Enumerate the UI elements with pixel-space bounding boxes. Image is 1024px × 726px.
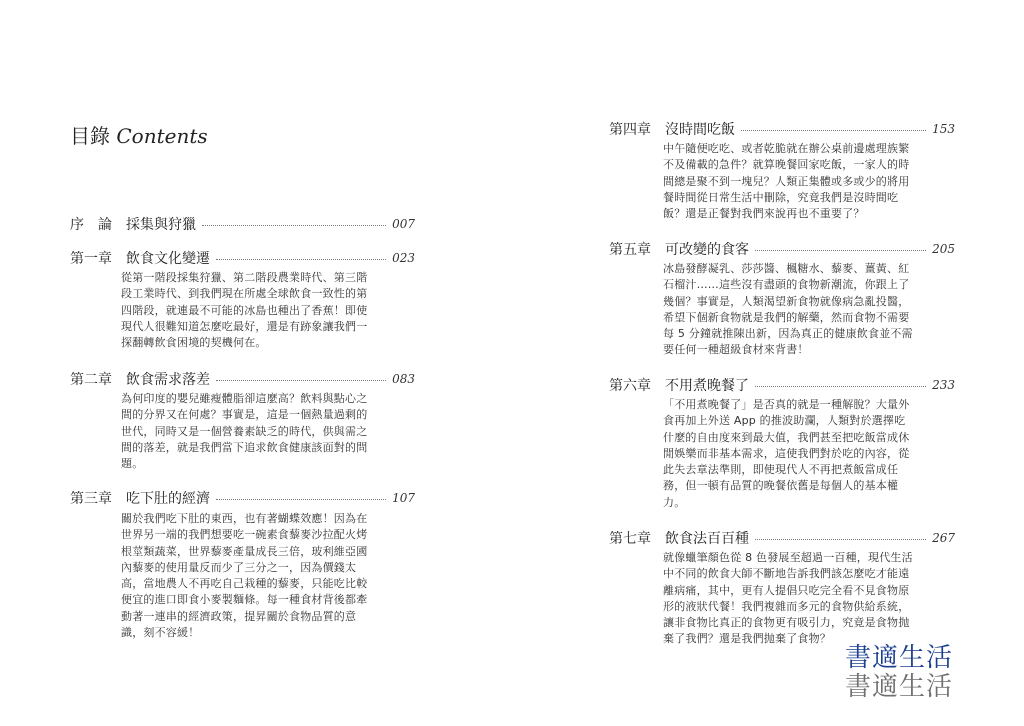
- chapter-title: 飲食法百百種: [665, 531, 749, 547]
- dot-leader: [755, 250, 926, 251]
- chapter-3-summary: [121, 511, 367, 641]
- chapter-number: 第七章: [609, 531, 651, 547]
- toc-heading: [70, 120, 208, 149]
- summary-line: 此失去章法準則，即使現代人不再把煮飯當成任: [663, 463, 899, 477]
- chapter-number: 第一章: [70, 251, 112, 267]
- summary-line: 要任何一種超級食材來背書！: [663, 343, 809, 357]
- summary-line: 閒娛樂而非基本需求，這使我們對於吃的內容，從: [663, 446, 910, 460]
- toc-entry-chapter-5[interactable]: [609, 240, 955, 258]
- page-number: 233: [932, 378, 955, 392]
- summary-line: 中午隨便吃吃、或者乾脆就在辦公桌前邊處理族繁: [663, 142, 910, 155]
- chapter-6-summary: [663, 397, 909, 511]
- page-number: 153: [932, 122, 955, 136]
- chapter-title: 可改變的食客: [665, 242, 749, 258]
- summary-line: 動著一連串的經濟政策，提昇關於食物品質的意: [121, 609, 357, 623]
- summary-line: 食再加上外送 App 的推波助瀾，人類對於選擇吃: [663, 414, 906, 428]
- page-number: 023: [392, 251, 415, 265]
- summary-line: 四階段，就連最不可能的冰島也種出了香蕉！即使: [121, 303, 368, 317]
- toc-entry-chapter-3[interactable]: [70, 489, 415, 507]
- page-number: 107: [392, 491, 415, 505]
- chapter-number: 第二章: [70, 372, 112, 388]
- summary-line: 為何印度的嬰兒雖瘦體脂卻這麼高？飲料與點心之: [121, 392, 368, 405]
- chapter-number: 序 論: [70, 217, 112, 233]
- dot-leader: [216, 380, 386, 381]
- summary-line: 「不用煮晚餐了」是否真的就是一種解脫？大量外: [663, 398, 910, 411]
- summary-line: 希望下個新食物就是我們的解藥，然而食物不需要: [663, 310, 910, 324]
- toc-title-zh: 目錄: [70, 124, 110, 148]
- summary-line: 內藜麥的使用量反而少了三分之一，因為價錢太: [121, 560, 357, 574]
- summary-line: 飯？還是正餐對我們來說再也不重要了？: [663, 207, 865, 221]
- summary-line: 棄了我們？還是我們抛棄了食物？: [663, 632, 831, 646]
- summary-line: 間的落差，就是我們當下追求飲食健康該面對的問: [121, 440, 368, 454]
- chapter-number: 第三章: [70, 491, 112, 507]
- summary-line: 務，但一頓有品質的晚餐依舊是每個人的基本權: [663, 479, 899, 493]
- dot-leader: [755, 539, 926, 540]
- toc-entry-chapter-4[interactable]: [609, 120, 955, 138]
- toc-entry-chapter-2[interactable]: [70, 370, 415, 388]
- chapter-title: 飲食文化變遷: [126, 251, 210, 267]
- page-number: 205: [932, 242, 955, 256]
- toc-entry-chapter-1[interactable]: [70, 249, 415, 267]
- page-number: 267: [932, 531, 955, 545]
- toc-entry-prologue[interactable]: [70, 215, 415, 233]
- chapter-5-summary: [663, 261, 913, 359]
- summary-line: 便宜的進口即食小麥製麵條。每一種食材背後都牽: [121, 593, 368, 607]
- toc-entry-chapter-6[interactable]: [609, 376, 955, 394]
- dot-leader: [216, 259, 386, 260]
- page-number: 083: [392, 372, 415, 386]
- publisher-stamp-gray: 書適生活: [845, 672, 954, 702]
- summary-line: 段工業時代、到我們現在所處全球飲食一致性的第: [121, 287, 368, 301]
- chapter-number: 第六章: [609, 378, 651, 394]
- summary-line: 幾個？事實是，人類渴望新食物就像病急亂投醫，: [663, 294, 910, 308]
- page-number: 007: [392, 217, 415, 231]
- summary-line: 餐時間從日常生活中刪除，究竟我們是沒時間吃: [663, 190, 899, 204]
- chapter-4-summary: [663, 141, 909, 222]
- summary-line: 石榴汁……這些沒有盡頭的食物新潮流，你跟上了: [663, 278, 910, 292]
- chapter-title: 飲食需求落差: [126, 372, 210, 388]
- summary-line: 從第一階段採集狩獵、第二階段農業時代、第三階: [121, 271, 368, 284]
- chapter-title: 吃下肚的經濟: [126, 491, 210, 507]
- dot-leader: [202, 225, 386, 226]
- summary-line: 世界另一端的我們想要吃一碗素食藜麥沙拉配火烤: [121, 528, 368, 542]
- chapter-title: 採集與狩獵: [126, 217, 196, 233]
- summary-line: 每 5 分鐘就推陳出新，因為真正的健康飲食並不需: [663, 327, 913, 341]
- summary-line: 現代人很難知道怎麼吃最好，還是有跡象讓我們一: [121, 319, 368, 333]
- dot-leader: [741, 130, 926, 131]
- summary-line: 冰島發酵凝乳、莎莎醬、楓糖水、藜麥、薑黃、紅: [663, 262, 910, 275]
- summary-line: 什麼的自由度來到最大值，我們甚至把吃飯當成休: [663, 430, 910, 444]
- summary-line: 形的液狀代餐！我們複雜而多元的食物供給系統，: [663, 599, 910, 613]
- chapter-title: 不用煮晚餐了: [665, 378, 749, 394]
- summary-line: 就像蠟筆顏色從 8 色發展至超過一百種，現代生活: [663, 551, 913, 564]
- summary-line: 力。: [663, 495, 686, 509]
- chapter-7-summary: [663, 550, 913, 648]
- summary-line: 間的分界又在何處？事實是，這是一個熱量過剩的: [121, 408, 368, 422]
- summary-line: 識，刻不容緩！: [121, 626, 200, 640]
- chapter-number: 第五章: [609, 242, 651, 258]
- summary-line: 間總是聚不到一塊兒？人類正集體或多或少的將用: [663, 174, 910, 188]
- summary-line: 題。: [121, 457, 144, 471]
- summary-line: 關於我們吃下肚的東西，也有著蝴蝶效應！因為在: [121, 512, 368, 525]
- summary-line: 根莖類蔬菜，世界藜麥產量成長三倍，玻利維亞國: [121, 544, 368, 558]
- chapter-2-summary: [121, 391, 367, 472]
- chapter-number: 第四章: [609, 122, 651, 138]
- toc-title-en: Contents: [116, 124, 208, 148]
- summary-line: 探翻轉飲食困境的契機何在。: [121, 336, 267, 350]
- summary-line: 不及備載的急件？就算晚餐回家吃飯，一家人的時: [663, 158, 910, 172]
- summary-line: 世代，同時又是一個營養素缺乏的時代，供與需之: [121, 424, 368, 438]
- toc-entry-chapter-7[interactable]: [609, 529, 955, 547]
- summary-line: 中不同的飲食大師不斷地告訴我們該怎麼吃才能遠: [663, 567, 910, 581]
- dot-leader: [755, 386, 926, 387]
- chapter-title: 沒時間吃飯: [665, 122, 735, 138]
- chapter-1-summary: [121, 270, 367, 351]
- summary-line: 高，當地農人不再吃自己栽種的藜麥，只能吃比較: [121, 577, 368, 591]
- dot-leader: [216, 499, 386, 500]
- publisher-stamp-blue: 書適生活: [845, 643, 954, 673]
- summary-line: 離病痛，其中，更有人提倡只吃完全看不見食物原: [663, 583, 910, 597]
- summary-line: 讓非食物比真正的食物更有吸引力，究竟是食物抛: [663, 616, 910, 630]
